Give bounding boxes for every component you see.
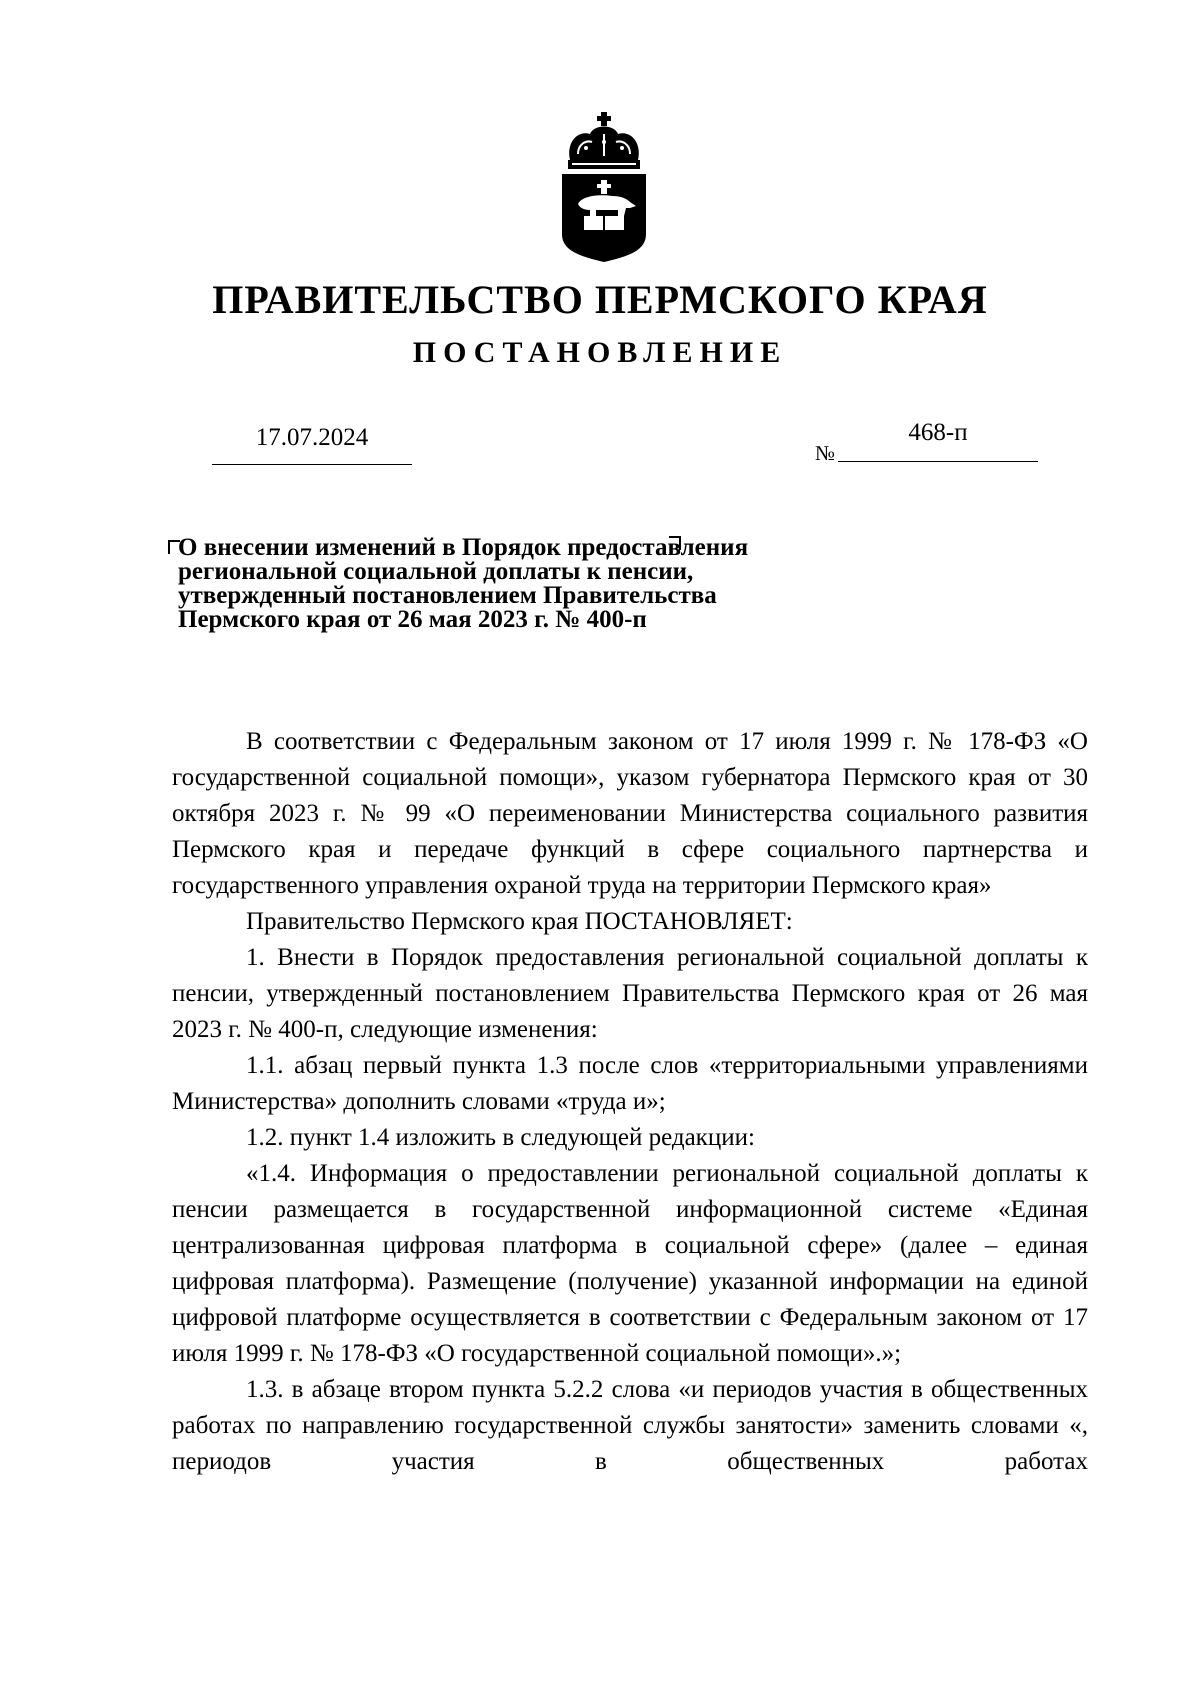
subject-line: региональной социальной доплаты к пенсии, bbox=[178, 558, 694, 585]
subject-line: Пермского края от 26 мая 2023 г. № 400-п bbox=[178, 606, 647, 633]
coat-of-arms-icon bbox=[556, 112, 652, 262]
number-field bbox=[838, 419, 1038, 462]
paragraph-item-1-1: 1.1. абзац первый пункта 1.3 после слов «территориальными управлениями Министерства» дополнить словами «труда и»; bbox=[172, 1052, 1088, 1115]
document-subject bbox=[178, 536, 858, 632]
paragraph-item-1-3: 1.3. в абзаце втором пункта 5.2.2 слова «и периодов участия в общественных работах по направлению государственной службы занятости» заменить словами «, периодов участия в общественных работах bbox=[172, 1376, 1088, 1475]
paragraph-item-1-4-text: «1.4. Информация о предоставлении региональной социальной доплаты к пенсии размещается в государственной информационной системе «Единая централизованная цифровая платформа в социальной сфере» (далее – единая цифровая платформа). Размещение (получение) указанной информации на единой цифровой платформе осуществляется в соответствии с Федеральным законом от 17 июля 1999 г. № 178-ФЗ «О государственной социальной помощи».»; bbox=[172, 1160, 1088, 1367]
government-name: ПРАВИТЕЛЬСТВО ПЕРМСКОГО КРАЯ bbox=[212, 277, 988, 322]
document-body bbox=[172, 724, 1088, 1480]
document-number: 468-п bbox=[908, 419, 968, 446]
paragraph-resolves: Правительство Пермского края ПОСТАНОВЛЯЕТ: bbox=[246, 908, 793, 935]
document-type: ПОСТАНОВЛЕНИЕ bbox=[412, 336, 788, 369]
number-sign: № bbox=[815, 441, 836, 465]
subject-line: О внесении изменений в Порядок предоставления bbox=[178, 534, 749, 561]
paragraph-item-1-2: 1.2. пункт 1.4 изложить в следующей редакции: bbox=[246, 1124, 755, 1151]
date-field bbox=[212, 424, 412, 465]
subject-line: утвержденный постановлением Правительства bbox=[178, 582, 717, 609]
paragraph-item-1: 1. Внести в Порядок предоставления региональной социальной доплаты к пенсии, утвержденный постановлением Правительства Пермского края от 26 мая 2023 г. № 400-п, следующие изменения: bbox=[172, 944, 1088, 1043]
document-date: 17.07.2024 bbox=[255, 424, 369, 451]
paragraph-preamble: В соответствии с Федеральным законом от 17 июля 1999 г. № 178-ФЗ «О государственной социальной помощи», указом губернатора Пермского края от 30 октября 2023 г. № 99 «О переименовании Министерства социального развития Пермского края и передаче функций в сфере социального партнерства и государственного управления охраной труда на территории Пермского края» bbox=[172, 728, 1088, 899]
